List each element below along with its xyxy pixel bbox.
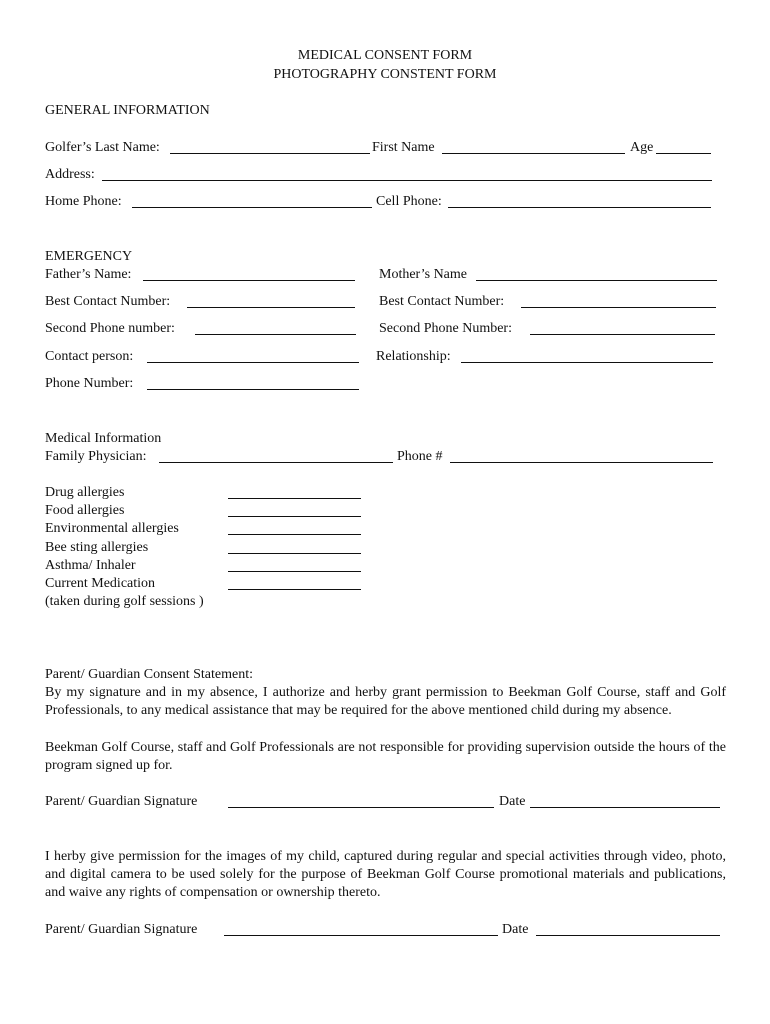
consent-date-label: Date (499, 794, 526, 809)
consent-paragraph-2: Beekman Golf Course, staff and Golf Professionals are not responsible for providing supervision outside the hours of the program signed up for. (45, 740, 726, 774)
last-name-field[interactable] (170, 139, 370, 157)
consent-signature-field[interactable] (228, 793, 494, 811)
second-phone-left-field[interactable] (195, 320, 356, 338)
last-name-label: Golfer’s Last Name: (45, 140, 160, 155)
photo-date-field[interactable] (536, 921, 720, 939)
age-field[interactable] (656, 139, 711, 157)
family-physician-label: Family Physician: (45, 449, 147, 464)
allergy-label: Environmental allergies (45, 521, 179, 536)
photo-signature-field[interactable] (224, 921, 498, 939)
best-contact-left-field[interactable] (187, 293, 355, 311)
home-phone-label: Home Phone: (45, 194, 122, 209)
photo-signature-label: Parent/ Guardian Signature (45, 922, 198, 937)
contact-person-field[interactable] (147, 348, 359, 366)
second-phone-right-label: Second Phone Number: (379, 321, 512, 336)
physician-phone-field[interactable] (450, 448, 713, 466)
consent-heading: Parent/ Guardian Consent Statement: (45, 667, 254, 682)
mother-name-field[interactable] (476, 266, 717, 284)
second-phone-right-field[interactable] (530, 320, 715, 338)
allergy-label: Current Medication (45, 576, 156, 591)
emergency-heading: EMERGENCY (45, 249, 133, 264)
address-field[interactable] (102, 166, 712, 184)
address-label: Address: (45, 167, 95, 182)
consent-signature-label: Parent/ Guardian Signature (45, 794, 198, 809)
cell-phone-field[interactable] (448, 193, 711, 211)
allergy-label: Bee sting allergies (45, 540, 149, 555)
physician-phone-label: Phone # (397, 449, 443, 464)
consent-paragraph-1: By my signature and in my absence, I authorize and herby grant permission to Beekman Golf Course, staff and Golf Professionals, to any medical assistance that may be required for the above mentioned child during my absence. (45, 685, 726, 719)
cell-phone-label: Cell Phone: (376, 194, 442, 209)
allergy-field[interactable] (228, 502, 361, 520)
father-name-field[interactable] (143, 266, 355, 284)
form-title: MEDICAL CONSENT FORM (297, 48, 473, 63)
allergy-field[interactable] (228, 575, 361, 593)
home-phone-field[interactable] (132, 193, 372, 211)
medical-heading: Medical Information (45, 431, 162, 446)
relationship-label: Relationship: (376, 349, 451, 364)
allergy-label: Food allergies (45, 503, 125, 518)
age-label: Age (630, 140, 654, 155)
best-contact-left-label: Best Contact Number: (45, 294, 171, 309)
phone-number-label: Phone Number: (45, 376, 134, 391)
contact-person-label: Contact person: (45, 349, 134, 364)
allergy-field[interactable] (228, 557, 361, 575)
first-name-label: First Name (372, 140, 435, 155)
photo-consent-paragraph: I herby give permission for the images of my child, captured during regular and special activities through video, photo, and digital camera to be used solely for the purpose of Beekman Golf Course promotional materials and publications, and waive any rights of compensation or ownership thereto. (45, 849, 726, 901)
medication-note: (taken during golf sessions ) (45, 594, 204, 609)
form-subtitle: PHOTOGRAPHY CONSTENT FORM (273, 67, 497, 82)
allergy-field[interactable] (228, 539, 361, 557)
best-contact-right-label: Best Contact Number: (379, 294, 505, 309)
photo-date-label: Date (502, 922, 529, 937)
family-physician-field[interactable] (159, 448, 393, 466)
allergy-label: Drug allergies (45, 485, 125, 500)
phone-number-field[interactable] (147, 375, 359, 393)
allergy-field[interactable] (228, 484, 361, 502)
mother-name-label: Mother’s Name (379, 267, 467, 282)
second-phone-left-label: Second Phone number: (45, 321, 175, 336)
general-heading: GENERAL INFORMATION (45, 103, 210, 118)
consent-date-field[interactable] (530, 793, 720, 811)
relationship-field[interactable] (461, 348, 713, 366)
best-contact-right-field[interactable] (521, 293, 716, 311)
allergy-field[interactable] (228, 520, 361, 538)
father-name-label: Father’s Name: (45, 267, 132, 282)
allergy-label: Asthma/ Inhaler (45, 558, 136, 573)
first-name-field[interactable] (442, 139, 625, 157)
